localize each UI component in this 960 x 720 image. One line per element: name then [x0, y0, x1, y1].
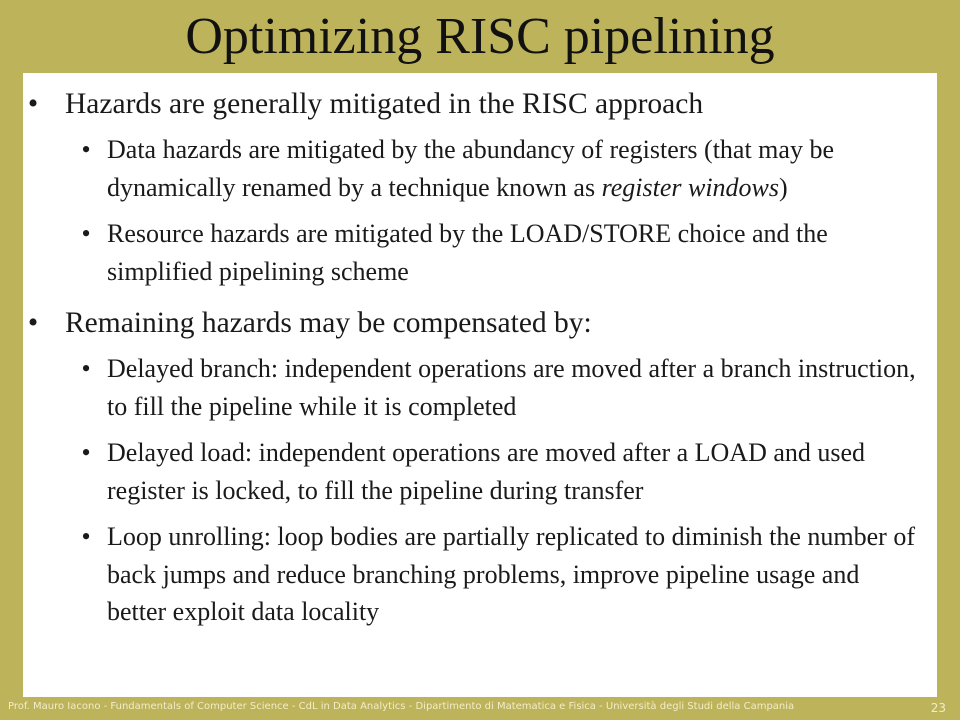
bullet-icon: • [27, 88, 39, 120]
sub-bullet-text: Loop unrolling: loop bodies are partially replicated to diminish the number of back jumps and reduce branching problems, improve pipeline usage and better exploit data locality [107, 522, 915, 626]
emphasis-text: register windows [601, 172, 780, 202]
sub-bullet-text: Data hazards are mitigated by the abundancy of registers (that may be dynamically renamed by a technique known as [107, 135, 834, 202]
bullet-text: Remaining hazards may be compensated by: [65, 307, 592, 339]
bullet-text: Hazards are generally mitigated in the RISC approach [65, 88, 704, 120]
content-area [23, 73, 937, 697]
sub-bullet-loop-unrolling [65, 518, 923, 631]
footer-credits: Prof. Mauro Iacono - Fundamentals of Computer Science - CdL in Data Analytics - Dipartimento di Matematica e Fisica - Università degli Studi della Campania [8, 701, 795, 712]
sub-bullet-list [65, 131, 923, 290]
bullet-icon: • [27, 307, 39, 339]
sub-bullet-list [65, 350, 923, 631]
bullet-icon: • [81, 522, 91, 551]
sub-bullet-delayed-branch [65, 350, 923, 425]
slide-title: Optimizing RISC pipelining [185, 8, 775, 65]
page-number: 23 [930, 701, 946, 715]
bullet-icon: • [81, 135, 91, 164]
bullet-list [23, 85, 923, 631]
sub-bullet-text-end: ) [779, 172, 788, 202]
bullet-hazards-mitigated [23, 85, 923, 290]
bullet-icon: • [81, 354, 91, 383]
bullet-remaining-hazards [23, 304, 923, 631]
sub-bullet-data-hazards [65, 131, 923, 206]
sub-bullet-text: Resource hazards are mitigated by the LOAD/STORE choice and the simplified pipelining scheme [107, 219, 828, 286]
sub-bullet-text: Delayed branch: independent operations are moved after a branch instruction, to fill the pipeline while it is completed [107, 354, 916, 421]
bullet-icon: • [81, 219, 91, 248]
sub-bullet-delayed-load [65, 434, 923, 509]
bullet-icon: • [81, 438, 91, 467]
sub-bullet-resource-hazards [65, 215, 923, 290]
sub-bullet-text: Delayed load: independent operations are moved after a LOAD and used register is locked, to fill the pipeline during transfer [107, 438, 866, 505]
